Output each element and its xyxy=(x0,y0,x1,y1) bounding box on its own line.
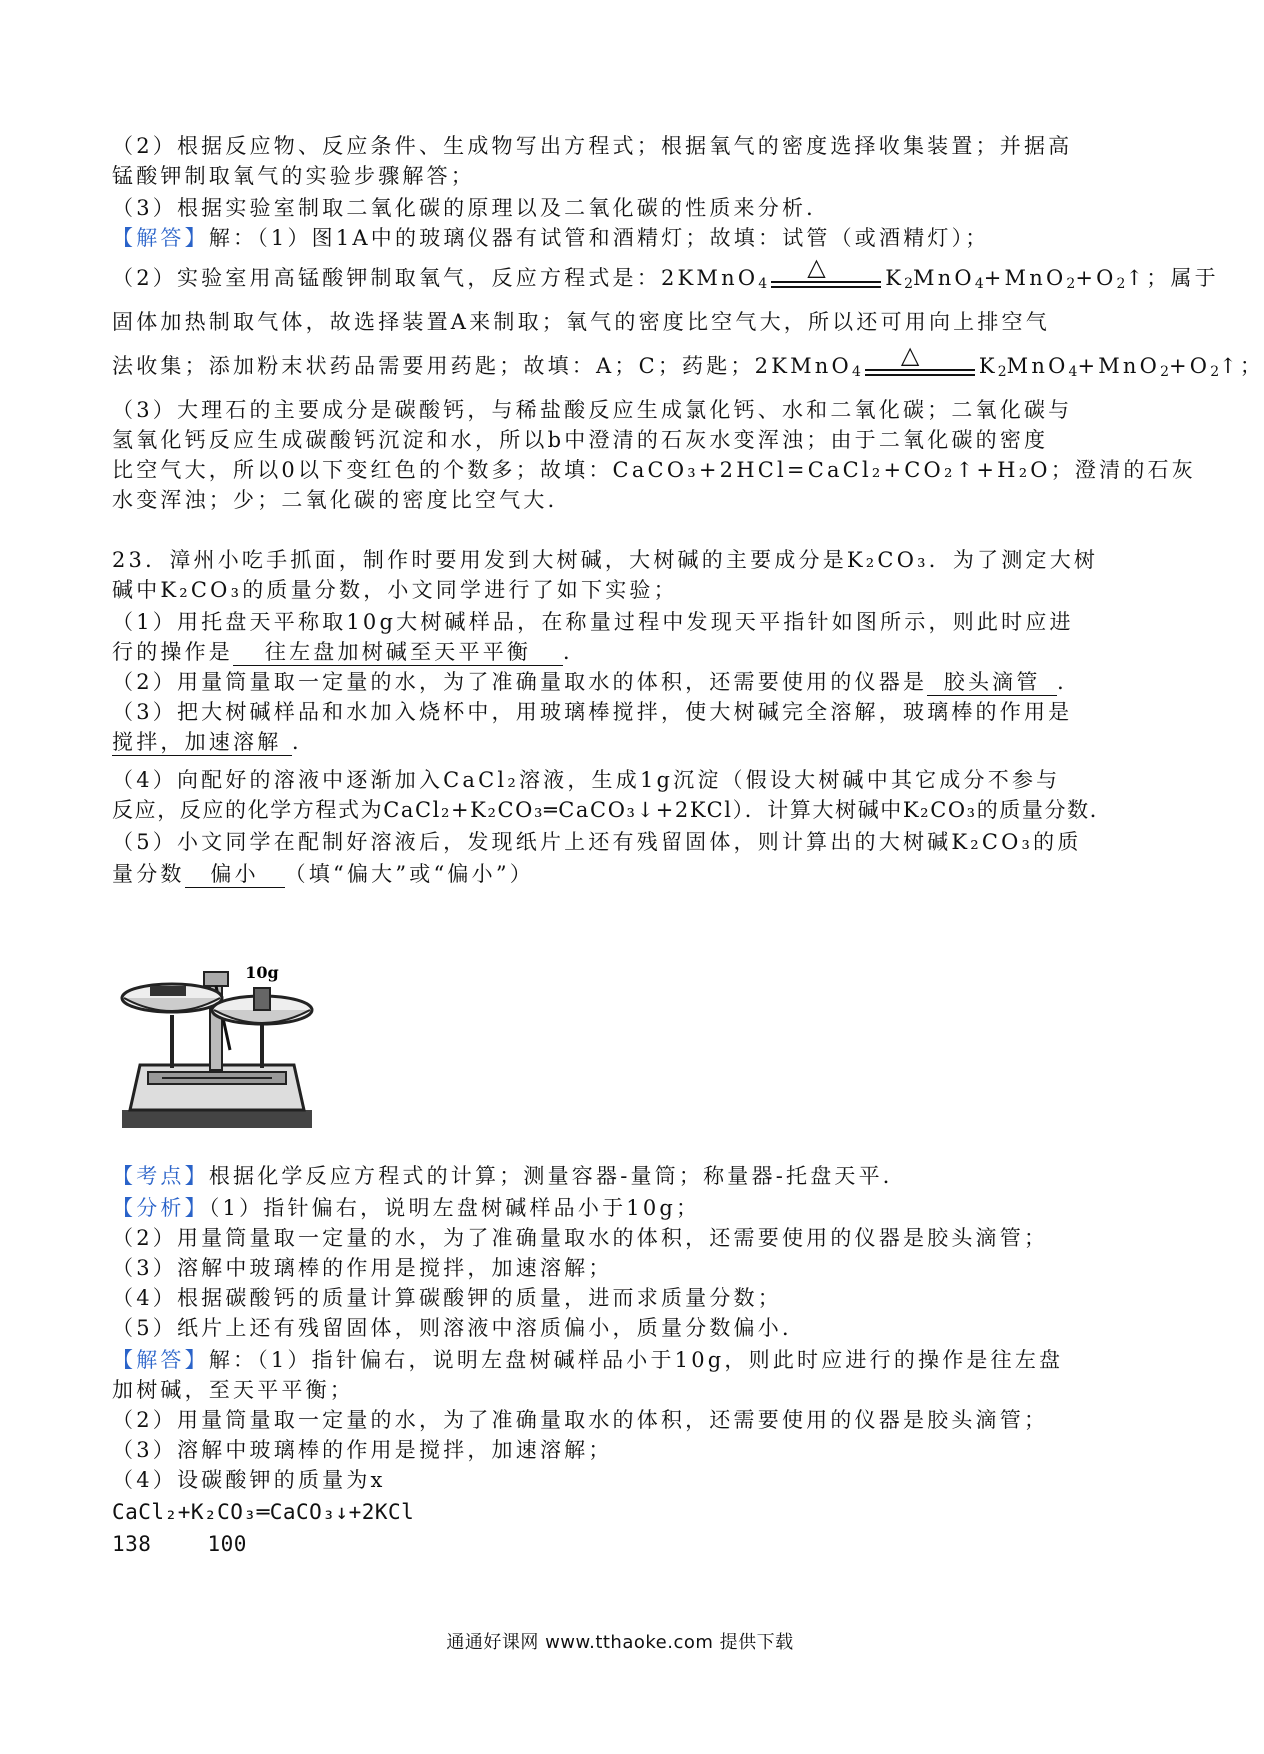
sample-on-pan xyxy=(150,986,186,996)
text-segment: 反应，反应的化学方程式为CaCl₂+K₂CO₃═CaCO₃↓+2KCl）．计算大树碱中K₂CO₃的质量分数． xyxy=(112,798,1113,822)
text-line: 固体加热制取气体，故选择装置A来制取；氧气的密度比空气大，所以还可用向上排空气 xyxy=(112,310,1050,334)
text-line: 氢氧化钙反应生成碳酸钙沉淀和水，所以b中澄清的石灰水变浑浊；由于二氧化碳的密度 xyxy=(112,428,1049,452)
question-line: （3）把大树碱样品和水加入烧杯中，用玻璃棒搅拌，使大树碱完全溶解，玻璃棒的作用是 xyxy=(112,700,1073,724)
answer-text: 解：（1）图1A中的玻璃仪器有试管和酒精灯；故填：试管（或酒精灯）； xyxy=(208,226,990,250)
equation-line: 法收集；添加粉末状药品需要用药匙；故填：A；C；药匙；2KMnO$_4$ △ $K_2MnO_4+MnO_2+O_2↑$； xyxy=(112,350,1132,388)
question-line: 23．漳州小吃手抓面，制作时要用发到大树碱，大树碱的主要成分是K₂CO₃．为了测定大树 xyxy=(112,548,1099,572)
molar-mass-k2co3: 138 xyxy=(112,1532,152,1556)
text-line: （3）根据实验室制取二氧化碳的原理以及二氧化碳的性质来分析． xyxy=(112,196,831,220)
analysis-line: （5）纸片上还有残留固体，则溶液中溶质偏小，质量分数偏小． xyxy=(112,1316,807,1340)
question-line xyxy=(112,636,1132,668)
text-segment: +MnO xyxy=(983,266,1067,290)
answer-line xyxy=(112,1344,1132,1376)
text-line: （3）大理石的主要成分是碳酸钙，与稀盐酸反应生成氯化钙、水和二氧化碳；二氧化碳与 xyxy=(112,398,1073,422)
text-segment: （2）实验室用高锰酸钾制取氧气，反应方程式是：2KMnO xyxy=(112,266,759,290)
text-segment: （1）指针偏右，说明左盘树碱样品小于10g； xyxy=(208,1196,701,1220)
text-segment: ． xyxy=(292,730,317,754)
text-line: 比空气大，所以0以下变红色的个数多；故填：CaCO₃+2HCl=CaCl₂+CO₂↑+H₂O；澄清的石灰 xyxy=(112,458,1196,482)
question-line: 碱中K₂CO₃的质量分数，小文同学进行了如下实验； xyxy=(112,578,678,602)
weight-10g xyxy=(254,988,270,1010)
text-segment: MnO xyxy=(1006,354,1069,378)
text-segment: ． xyxy=(563,640,588,664)
answer-blank: 搅拌，加速溶解 xyxy=(112,729,292,756)
question-line xyxy=(112,666,1132,698)
text-segment: 行的操作是 xyxy=(112,640,233,664)
heat-condition-sign: △ xyxy=(861,353,979,383)
answer-blank: 偏小 xyxy=(185,861,285,888)
text-segment: K xyxy=(978,354,998,378)
question-line xyxy=(112,794,1132,826)
answer-tag: 【解答】 xyxy=(112,1348,209,1372)
answer-line: （2）用量筒量取一定量的水，为了准确量取水的体积，还需要使用的仪器是胶头滴管； xyxy=(112,1408,1049,1432)
balance-scale-figure xyxy=(112,960,322,1136)
page-footer: 通通好课网 www.tthaoke.com 提供下载 xyxy=(446,1632,794,1653)
text-line xyxy=(112,222,1132,254)
answer-tag: 【解答】 xyxy=(112,226,209,250)
analysis-tag: 【分析】 xyxy=(112,1196,209,1220)
text-segment: 法收集；添加粉末状药品需要用药匙；故填：A；C；药匙；2KMnO xyxy=(112,354,852,378)
text-segment: 解：（1）指针偏右，说明左盘树碱样品小于10g，则此时应进行的操作是往左盘 xyxy=(208,1348,1064,1372)
text-segment: （填“偏大”或“偏小”） xyxy=(284,862,534,886)
analysis-line xyxy=(112,1192,1132,1224)
question-line: （1）用托盘天平称取10g大树碱样品，在称量过程中发现天平指针如图所示，则此时应进 xyxy=(112,610,1074,634)
text-line: （2）根据反应物、反应条件、生成物写出方程式；根据氧气的密度选择收集装置；并据高 xyxy=(112,134,1073,158)
heat-condition-sign: △ xyxy=(767,265,885,295)
answer-line: （4）设碳酸钾的质量为x xyxy=(112,1468,386,1492)
text-segment: +MnO xyxy=(1077,354,1161,378)
weight-label: 10g xyxy=(245,963,279,982)
text-segment: 根据化学反应方程式的计算；测量容器-量筒；称量器-托盘天平． xyxy=(208,1164,908,1188)
question-line: （4）向配好的溶液中逐渐加入CaCl₂溶液，生成1g沉淀（假设大树碱中其它成分不参与 xyxy=(112,768,1061,792)
answer-line: （3）溶解中玻璃棒的作用是搅拌，加速溶解； xyxy=(112,1438,613,1462)
answer-line: 加树碱，至天平平衡； xyxy=(112,1378,354,1402)
text-segment: ↑；属于 xyxy=(1125,266,1219,290)
equation-line: CaCl₂+K₂CO₃═CaCO₃↓+2KCl xyxy=(112,1500,415,1524)
text-segment: K xyxy=(885,266,905,290)
text-segment: （2）用量筒量取一定量的水，为了准确量取水的体积，还需要使用的仪器是 xyxy=(112,670,928,694)
text-segment: ． xyxy=(1057,670,1082,694)
text-segment: ↑； xyxy=(1219,354,1264,378)
scale-base xyxy=(122,1110,312,1128)
analysis-line: （3）溶解中玻璃棒的作用是搅拌，加速溶解； xyxy=(112,1256,613,1280)
analysis-line: （4）根据碳酸钙的质量计算碳酸钾的质量，进而求质量分数； xyxy=(112,1286,782,1310)
text-line: 锰酸钾制取氧气的实验步骤解答； xyxy=(112,164,475,188)
text-segment: 量分数 xyxy=(112,862,185,886)
text-segment: MnO xyxy=(913,266,975,290)
answer-blank: 胶头滴管 xyxy=(927,669,1057,696)
question-line: （5）小文同学在配制好溶液后，发现纸片上还有残留固体，则计算出的大树碱K₂CO₃的质 xyxy=(112,830,1082,854)
point-tag: 【考点】 xyxy=(112,1164,209,1188)
mass-line xyxy=(112,1528,1132,1560)
answer-blank: 往左盘加树碱至天平平衡 xyxy=(233,639,563,666)
text-segment: +O xyxy=(1075,266,1117,290)
question-line xyxy=(112,726,1132,758)
molar-mass-caco3: 100 xyxy=(207,1532,247,1556)
text-segment: +O xyxy=(1169,354,1211,378)
analysis-line: （2）用量筒量取一定量的水，为了准确量取水的体积，还需要使用的仪器是胶头滴管； xyxy=(112,1226,1049,1250)
question-line xyxy=(112,858,1132,890)
equation-line: （2）实验室用高锰酸钾制取氧气，反应方程式是：2KMnO$_4$ △ $K_2MnO_4+MnO_2+O_2↑$；属于 xyxy=(112,262,1132,300)
text-line: 水变浑浊；少；二氧化碳的密度比空气大． xyxy=(112,488,572,512)
analysis-line xyxy=(112,1160,1132,1192)
